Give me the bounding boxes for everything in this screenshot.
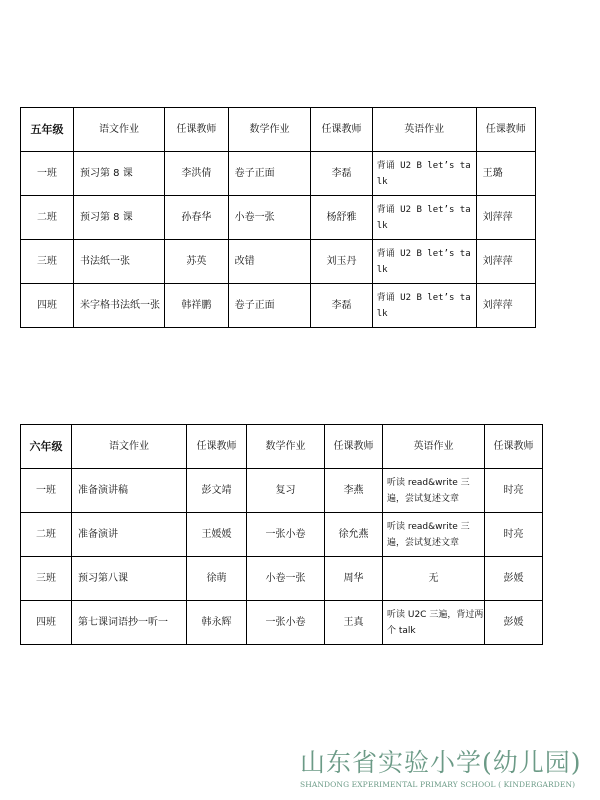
column-header: 英语作业 [372, 108, 476, 152]
chinese-homework-cell: 米字格书法纸一张 [73, 284, 164, 328]
math-homework-cell: 复习 [247, 469, 325, 513]
school-name-english: SHANDONG EXPERIMENTAL PRIMARY SCHOOL ( KINDERGARDEN) [300, 780, 576, 789]
teacher-cell: 时亮 [485, 469, 543, 513]
teacher-cell: 徐萌 [187, 557, 247, 601]
math-homework-cell: 改错 [228, 240, 311, 284]
teacher-cell: 刘萍萍 [476, 196, 535, 240]
class-cell: 四班 [21, 284, 74, 328]
math-homework-cell: 小卷一张 [247, 557, 325, 601]
english-homework-cell: 无 [383, 557, 485, 601]
table-row [21, 557, 543, 601]
column-header: 任课教师 [476, 108, 535, 152]
english-homework-cell: 背诵 U2 B let’s talk [372, 196, 476, 240]
class-cell: 二班 [21, 513, 72, 557]
teacher-cell: 李洪倩 [165, 152, 229, 196]
teacher-cell: 韩永辉 [187, 601, 247, 645]
chinese-homework-cell: 预习第 8 课 [73, 152, 164, 196]
english-homework-cell: 背诵 U2 B let’s talk [372, 284, 476, 328]
chinese-homework-cell: 第七课词语抄一听一 [72, 601, 187, 645]
column-header: 任课教师 [187, 425, 247, 469]
teacher-cell: 刘萍萍 [476, 284, 535, 328]
english-homework-cell: 听读 read&write 三遍，尝试复述文章 [383, 513, 485, 557]
teacher-cell: 苏英 [165, 240, 229, 284]
table-row [21, 240, 536, 284]
chinese-homework-cell: 准备演讲稿 [72, 469, 187, 513]
math-homework-cell: 小卷一张 [228, 196, 311, 240]
table-header-row [21, 425, 543, 469]
teacher-cell: 周华 [325, 557, 383, 601]
class-cell: 三班 [21, 240, 74, 284]
table-header-row [21, 108, 536, 152]
teacher-cell: 王媛媛 [187, 513, 247, 557]
column-header: 语文作业 [73, 108, 164, 152]
teacher-cell: 刘玉丹 [311, 240, 372, 284]
table-row [21, 196, 536, 240]
class-cell: 一班 [21, 469, 72, 513]
math-homework-cell: 一张小卷 [247, 601, 325, 645]
teacher-cell: 彭媛 [485, 557, 543, 601]
class-cell: 三班 [21, 557, 72, 601]
column-header: 数学作业 [247, 425, 325, 469]
teacher-cell: 李燕 [325, 469, 383, 513]
column-header: 数学作业 [228, 108, 311, 152]
column-header: 任课教师 [165, 108, 229, 152]
column-header: 任课教师 [485, 425, 543, 469]
column-header: 任课教师 [325, 425, 383, 469]
teacher-cell: 李磊 [311, 152, 372, 196]
grade5-homework-table [20, 107, 536, 328]
table-row [21, 284, 536, 328]
table-row [21, 469, 543, 513]
grade6-homework-table [20, 424, 543, 645]
class-cell: 一班 [21, 152, 74, 196]
grade-label: 五年级 [21, 108, 74, 152]
chinese-homework-cell: 预习第 8 课 [73, 196, 164, 240]
table-row [21, 513, 543, 557]
english-homework-cell: 背诵 U2 B let’s talk [372, 152, 476, 196]
english-homework-cell: 背诵 U2 B let’s talk [372, 240, 476, 284]
teacher-cell: 王真 [325, 601, 383, 645]
teacher-cell: 刘萍萍 [476, 240, 535, 284]
column-header: 英语作业 [383, 425, 485, 469]
class-cell: 二班 [21, 196, 74, 240]
teacher-cell: 杨舒雅 [311, 196, 372, 240]
table-row [21, 601, 543, 645]
school-name-chinese: 山东省实验小学(幼儿园) [300, 748, 582, 777]
chinese-homework-cell: 准备演讲 [72, 513, 187, 557]
english-homework-cell: 听读 U2C 三遍，背过两个 talk [383, 601, 485, 645]
column-header: 任课教师 [311, 108, 372, 152]
math-homework-cell: 卷子正面 [228, 284, 311, 328]
class-cell: 四班 [21, 601, 72, 645]
teacher-cell: 韩祥鹏 [165, 284, 229, 328]
teacher-cell: 王璐 [476, 152, 535, 196]
math-homework-cell: 卷子正面 [228, 152, 311, 196]
teacher-cell: 时亮 [485, 513, 543, 557]
teacher-cell: 彭文靖 [187, 469, 247, 513]
math-homework-cell: 一张小卷 [247, 513, 325, 557]
teacher-cell: 孙春华 [165, 196, 229, 240]
grade-label: 六年级 [21, 425, 72, 469]
teacher-cell: 彭媛 [485, 601, 543, 645]
chinese-homework-cell: 预习第八课 [72, 557, 187, 601]
english-homework-cell: 听读 read&write 三遍，尝试复述文章 [383, 469, 485, 513]
teacher-cell: 徐允燕 [325, 513, 383, 557]
school-logo [300, 748, 592, 796]
table-row [21, 152, 536, 196]
teacher-cell: 李磊 [311, 284, 372, 328]
column-header: 语文作业 [72, 425, 187, 469]
chinese-homework-cell: 书法纸一张 [73, 240, 164, 284]
